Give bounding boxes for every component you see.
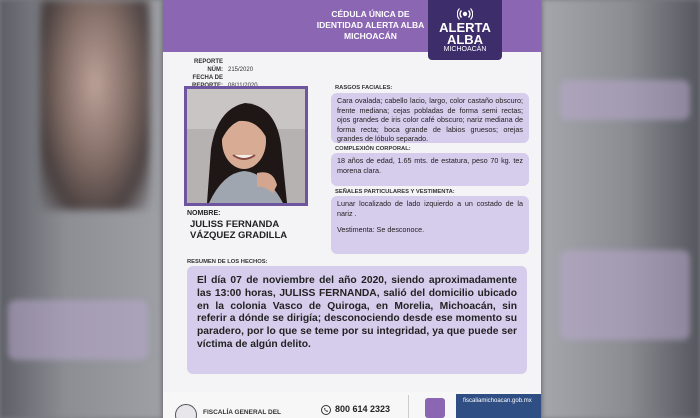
person-name: JULISS FERNANDA <box>190 219 280 230</box>
clothing-text: Vestimenta: Se desconoce. <box>337 225 425 235</box>
logo-text: ALERTA <box>439 20 491 35</box>
title-line: MICHOACÁN <box>344 31 397 41</box>
report-date-label: FECHA DE <box>192 75 223 81</box>
summary-label: RESUMEN DE LOS HECHOS: <box>187 259 268 265</box>
alerta-alba-logo <box>428 0 502 60</box>
logo-text: ALBA <box>446 32 484 47</box>
facial-features-box <box>331 93 529 143</box>
complexion-label: COMPLEXIÓN CORPORAL: <box>335 146 411 152</box>
website-url: fiscaliamichoacan.gob.mx <box>463 398 532 404</box>
agency-name: FISCALÍA GENERAL DEL <box>203 409 282 416</box>
background-blur-block <box>560 80 690 120</box>
name-label: NOMBRE: <box>187 210 221 217</box>
background-blur-block <box>8 300 148 360</box>
summary-box <box>187 266 527 374</box>
report-number-label: REPORTE NÚM: <box>193 59 223 73</box>
background-blur-block <box>560 250 690 340</box>
phone-number: 800 614 2323 <box>335 404 391 414</box>
footer-divider <box>408 395 409 418</box>
complexion-text: 18 años de edad, 1.65 mts. de estatura, peso 70 kg. tez morena clara. <box>337 156 523 175</box>
particular-signs-label: SEÑALES PARTICULARES Y VESTIMENTA: <box>335 189 455 195</box>
facial-features-text: Cara ovalada; cabello lacio, largo, color castaño obscuro; frente mediana; cejas pobladas de forma semi rectas; ojos grandes de iris color café obscuro; nariz mediana de forma recta; boca grande de labios gruesos; orejas grandes de lóbulo separado. <box>337 96 523 144</box>
person-surname: VÁZQUEZ GRADILLA <box>190 230 288 241</box>
card-title <box>313 9 428 42</box>
complexion-box <box>331 153 529 186</box>
alert-card <box>163 0 541 418</box>
person-photo <box>184 86 308 206</box>
particular-signs-text: Lunar localizado de lado izquierdo a un costado de la nariz . <box>337 199 523 218</box>
facial-features-label: RASGOS FACIALES: <box>335 85 393 91</box>
particular-signs-box <box>331 196 529 254</box>
phone-icon <box>321 405 331 415</box>
title-line: IDENTIDAD ALERTA ALBA <box>316 20 425 30</box>
logo-subtext: MICHOACÁN <box>443 46 487 53</box>
report-number: 215/2020 <box>228 67 254 73</box>
background-right <box>540 0 700 418</box>
summary-text: El día 07 de noviembre del año 2020, siendo aproximadamente las 13:00 horas, JULISS FERNANDA, salió del domicilio ubicado en la colonia Vasco de Quiroga, en Morelia, Michoacán, sin referir a dónde se dirigía; desconociendo desde ese momento su paradero, por lo que se teme por su integridad, ya que puede ser víctima de algún delito. <box>197 275 517 350</box>
background-blurred-face <box>40 0 150 210</box>
title-line: CÉDULA ÚNICA DE <box>331 9 410 19</box>
footer-logo <box>425 398 445 418</box>
